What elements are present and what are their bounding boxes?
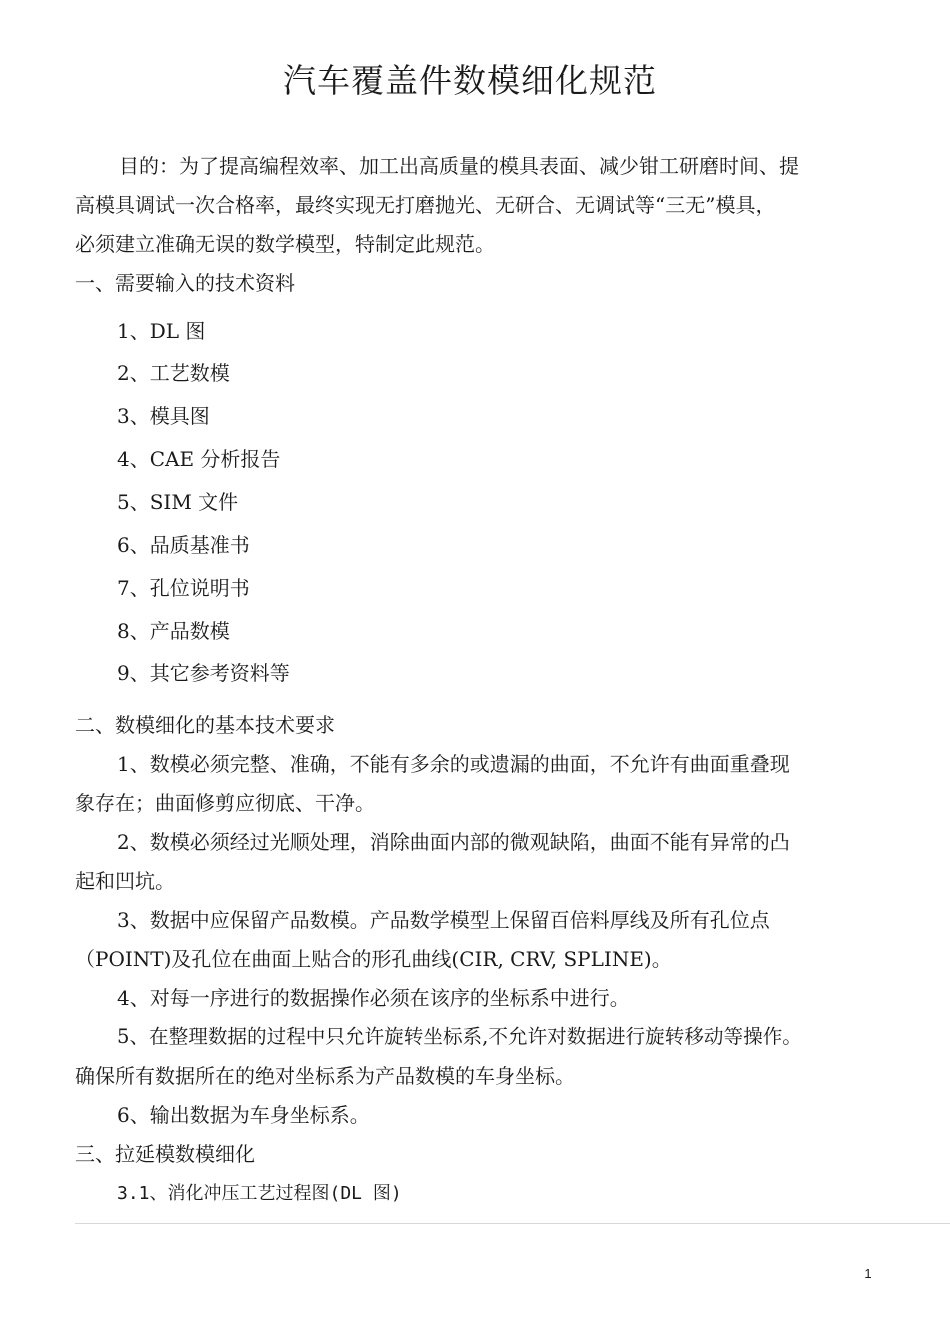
purpose-line-3: 必须建立准确无误的数学模型，特制定此规范。 bbox=[75, 232, 495, 256]
list-item: 8、产品数模 bbox=[117, 619, 230, 643]
paragraph-line: 起和凹坑。 bbox=[75, 869, 175, 893]
purpose-line-2: 高模具调试一次合格率，最终实现无打磨抛光、无研合、无调试等“三无”模具， bbox=[75, 193, 776, 217]
list-item: 2、工艺数模 bbox=[117, 361, 230, 385]
paragraph-line: 确保所有数据所在的绝对坐标系为产品数模的车身坐标。 bbox=[75, 1064, 575, 1088]
list-item: 7、孔位说明书 bbox=[117, 576, 250, 600]
footer-divider bbox=[75, 1223, 950, 1224]
page-number: 1 bbox=[864, 1266, 872, 1281]
section-2-heading: 二、数模细化的基本技术要求 bbox=[75, 713, 335, 737]
paragraph-line: 象存在；曲面修剪应彻底、干净。 bbox=[75, 791, 375, 815]
purpose-line-1: 目的：为了提高编程效率、加工出高质量的模具表面、减少钳工研磨时间、提 bbox=[119, 154, 799, 178]
paragraph-line: 2、数模必须经过光顺处理，消除曲面内部的微观缺陷，曲面不能有异常的凸 bbox=[117, 830, 790, 854]
paragraph-line: 6、输出数据为车身坐标系。 bbox=[117, 1103, 370, 1127]
paragraph-line: 5、在整理数据的过程中只允许旋转坐标系,不允许对数据进行旋转移动等操作。 bbox=[117, 1025, 802, 1048]
section-1-heading: 一、需要输入的技术资料 bbox=[75, 271, 295, 295]
section-3-heading: 三、拉延模数模细化 bbox=[75, 1142, 255, 1166]
subsection-3-1-heading: 3.1、消化冲压工艺过程图(DL 图) bbox=[117, 1183, 402, 1204]
list-item: 5、SIM 文件 bbox=[117, 490, 239, 514]
list-item: 1、DL 图 bbox=[117, 319, 206, 343]
paragraph-line: 3、数据中应保留产品数模。产品数学模型上保留百倍料厚线及所有孔位点 bbox=[117, 908, 770, 932]
list-item: 3、模具图 bbox=[117, 404, 210, 428]
list-item: 4、CAE 分析报告 bbox=[117, 447, 281, 471]
paragraph-line: 1、数模必须完整、准确，不能有多余的或遗漏的曲面，不允许有曲面重叠现 bbox=[117, 752, 790, 776]
paragraph-line: 4、对每一序进行的数据操作必须在该序的坐标系中进行。 bbox=[117, 986, 630, 1010]
list-item: 9、其它参考资料等 bbox=[117, 661, 290, 685]
document-title: 汽车覆盖件数模细化规范 bbox=[283, 61, 657, 100]
list-item: 6、品质基准书 bbox=[117, 533, 250, 557]
paragraph-line: （POINT)及孔位在曲面上贴合的形孔曲线(CIR, CRV, SPLINE)。 bbox=[75, 947, 672, 971]
